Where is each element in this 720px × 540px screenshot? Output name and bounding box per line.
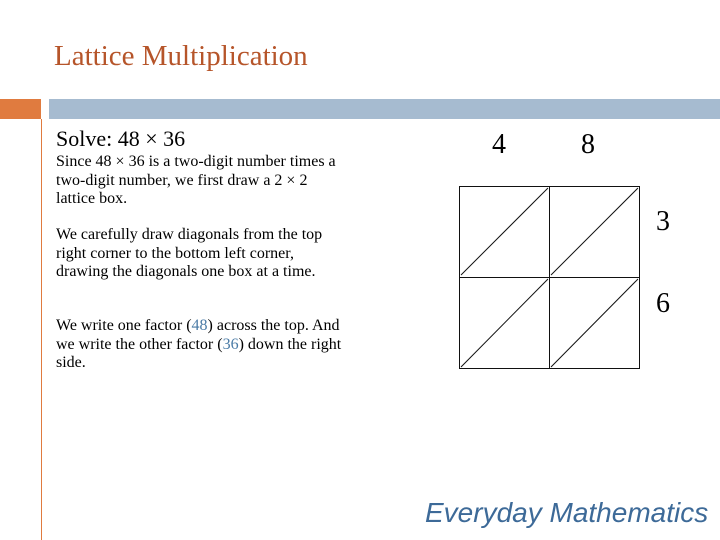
diagonal-top-right-cell	[551, 188, 638, 275]
top-digit-1: 4	[492, 129, 506, 160]
title-rule-blue	[49, 99, 720, 119]
paragraph-3-part-2: ) across the top. And we write the other factor (	[56, 317, 340, 353]
footer-branding: Everyday Mathematics	[425, 497, 709, 528]
explanation-paragraph-2: We carefully draw diagonals from the top right corner to the bottom left corner, drawing the diagonals one box at a time.	[56, 226, 323, 280]
solve-heading: Solve: 48 × 36	[56, 126, 186, 151]
first-factor-highlight: 48	[191, 317, 208, 334]
explanation-paragraph-1: Since 48 × 36 is a two-digit number times a two-digit number, we first draw a 2 × 2 lattice box.	[56, 153, 336, 207]
side-digit-2: 6	[656, 288, 670, 319]
diagonal-bottom-left-cell	[461, 279, 548, 367]
slide-title: Lattice Multiplication	[54, 40, 308, 72]
paragraph-3-part-1: We write one factor (	[56, 317, 192, 334]
top-digit-2: 8	[581, 129, 595, 160]
second-factor-highlight: 36	[222, 335, 239, 353]
side-digit-1: 3	[656, 206, 670, 237]
left-margin-line	[41, 119, 42, 540]
diagonal-top-left-cell	[461, 188, 548, 275]
lattice-grid	[459, 186, 641, 370]
diagonal-bottom-right-cell	[551, 279, 638, 367]
paragraph-3-part-3: ) down the right side.	[56, 335, 342, 371]
title-rule-orange	[0, 99, 41, 119]
explanation-paragraph-3	[56, 317, 346, 373]
